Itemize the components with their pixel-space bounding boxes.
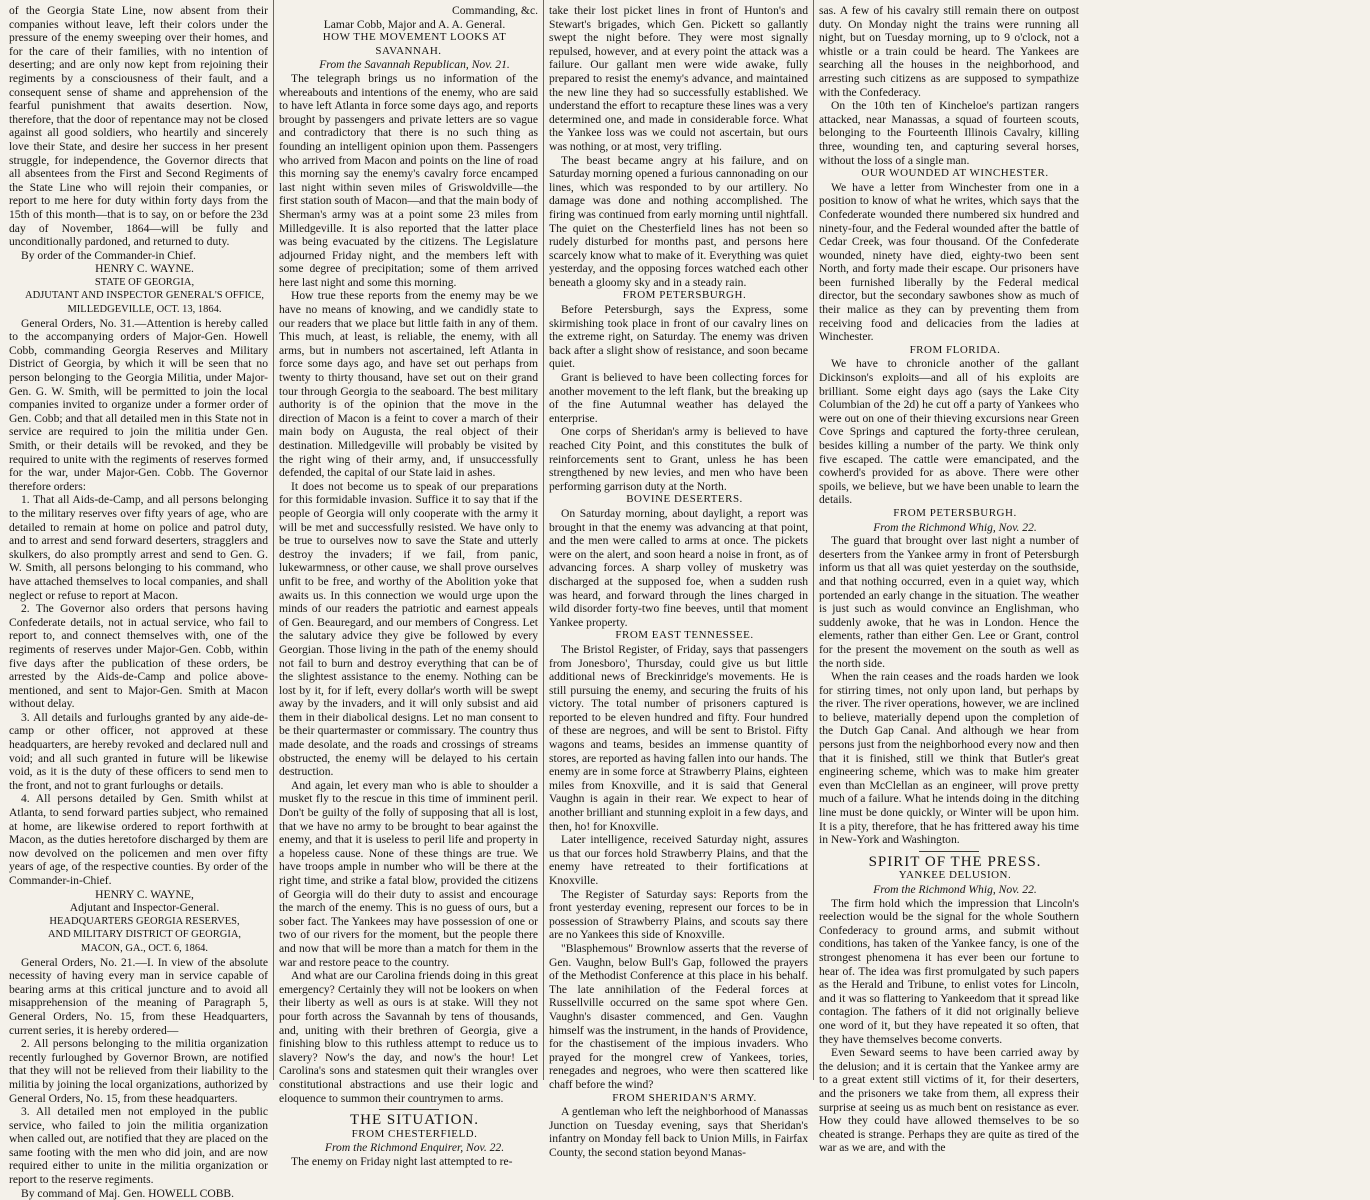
- article-source: From the Richmond Enquirer, Nov. 22.: [324, 1141, 505, 1155]
- paragraph: And what are our Carolina friends doing in this great emergency? Certainly they will not be lookers on when their liberty as well as ours is at stake. Will they not pour forth across the Savannah by tens of thousands, and, uniting with their brethren of Georgia, give a finishing blow to this ruthless attempt to reduce us to slavery? Now's the day, and now's the hour! Let Carolina's sons and statesmen quit their wrangles over constitutional abstractions and use their logic and eloquence to summon their countrymen to arms.: [279, 969, 538, 1105]
- article-heading: FROM FLORIDA.: [909, 343, 1001, 356]
- paragraph: 2. The Governor also orders that persons having Confederate details, not in actual service, who fail to report to, and connect themselves with, one of the regiments of reserves under Major-Gen. Cobb, within five days after the publication of these orders, be arrested by the Aids-de-Camp and police above-mentioned, and sent to Major-Gen. Smith at Macon without delay.: [9, 602, 268, 711]
- article-heading: YANKEE DELUSION.: [898, 869, 1012, 882]
- order-heading: AND MILITARY DISTRICT OF GEORGIA,: [47, 929, 242, 941]
- paragraph: We have a letter from Winchester from one in a position to know of what he writes, which says that the Confederate wounded there numbered six hundred and ninety-four, and the Federal wounded after the battle of Cedar Creek, was four thousand. Of the Confederate wounded, ninety have died, eighty-two been sent North, and forty made their escape. Our prisoners have been furnished liberally by the Federal medical director, but the secondary sawbones show as much of their malice as they can by preventing them from receiving food and delicacies from the ladies at Winchester.: [819, 180, 1079, 344]
- article-source: From the Savannah Republican, Nov. 21.: [319, 58, 510, 72]
- paragraph: 4. All persons detailed by Gen. Smith whilst at Atlanta, to send forward parties subject, who remained at home, are likewise ordered to report forthwith at Macon, as the duties heretofore discharged by them are now devolved on the policemen and men over fifty years of age, of the respective counties. By order of the Commander-in-Chief.: [9, 792, 268, 887]
- column-4: [814, 0, 1084, 1155]
- paragraph: The Bristol Register, of Friday, says that passengers from Jonesboro', Thursday, could give us but little additional news of Breckinridge's movements. He is still pursuing the enemy, and securing the fruits of his victory. The total number of prisoners captured is reported to be eleven hundred and fifty. Four hundred of these are negroes, and will be sent to Bristol. Fifty wagons and teams, besides an immense quantity of stores, are reported as having fallen into our hands. The enemy are in some force at Strawberry Plains, eighteen miles from Knoxville, and it is said that General Vaughn is again in their rear. We expect to hear of another brilliant and stunning exploit in a few days, and then, ho! for Knoxville.: [549, 642, 808, 833]
- order-heading: MACON, GA., OCT. 6, 1864.: [81, 942, 208, 954]
- order-heading: STATE OF GEORGIA,: [94, 276, 195, 288]
- article-heading: FROM EAST TENNESSEE.: [615, 629, 754, 642]
- section-heading: THE SITUATION.: [350, 1112, 479, 1129]
- paragraph: It does not become us to speak of our preparations for this formidable invasion. Suffice it to say that if the people of Georgia will only cooperate with the army it will be met and successfully resisted. We have only to be true to ourselves now to save the State and utterly destroy the invaders; if we fail, from panic, lukewarmness, or other cause, we shall prove ourselves unfit to be free, and worthy of the Abolition yoke that awaits us. In this connection we would urge upon the minds of our readers the patriotic and earnest appeals of Gen. Beauregard, and our members of Congress. Let the salutary advice they give be followed by every Georgian. Those living in the path of the enemy should not fail to burn and destroy everything that can be of the slightest assistance to the enemy. Nothing can be lost by it, for if left, every dollar's worth will be swept away by the invaders, and it will only subsist and aid them in their diabolical designs. Let no man consent to be their quartermaster or commissary. The country thus made desolate, and the roads and crossings of streams obstructed, the enemy will be delayed to his certain destruction.: [279, 479, 538, 779]
- paragraph: A gentleman who left the neighborhood of Manassas Junction on Tuesday evening, says that Sheridan's infantry on Monday fell back to Union Mills, in Fairfax County, the second station beyond Manas-: [549, 1105, 808, 1159]
- paragraph: Even Seward seems to have been carried away by the delusion; and it is certain that the Yankee army are to a great extent still victims of it, for their deserters, and the prisoners we take from them, all express their surprise at seeing us as much bent on resistance as ever. How they could have allowed themselves to be so cheated is strange. Perhaps they are quite as tired of the war as we are, and with the: [819, 1046, 1079, 1155]
- paragraph: On Saturday morning, about daylight, a report was brought in that the enemy was advancing at that point, and the men were called to arms at once. The pickets were on the alert, and soon heard a noise in front, as of advancing forces. A sharp volley of musketry was discharged at the supposed foe, when a sudden rush was heard, and forward through the lines charged in wild disorder forty-two fine beeves, until that moment Yankee property.: [549, 506, 808, 629]
- column-1: [4, 0, 274, 1200]
- order-heading: HEADQUARTERS GEORGIA RESERVES,: [49, 915, 240, 927]
- article-heading: BOVINE DESERTERS.: [626, 493, 743, 506]
- paragraph: take their lost picket lines in front of Hunton's and Stewart's brigades, which Gen. Pickett so gallantly swept the night before. They were most signally repulsed, however, and at every point the attack was a failure. Our gallant men were wide awake, fully prepared to resist the enemy's advance, and maintained the new line they had so successfully established. We understand the effort to recapture these lines was a very determined one, and made in considerable force. What the Yankee loss was we could not ascertain, but ours was nothing, or at most, very trifling.: [549, 4, 808, 153]
- signature: HENRY C. WAYNE.: [95, 262, 194, 276]
- paragraph: 1. That all Aids-de-Camp, and all persons belonging to the military reserves over fifty years of age, who are detailed to remain at home on police and patrol duty, and to arrest and send forward deserters, stragglers and skulkers, do also promptly arrest and send to Gen. G. W. Smith, all persons belonging to his command, who have attached themselves to local companies, and shall neglect or refuse to report at Macon.: [9, 493, 268, 602]
- article-heading: HOW THE MOVEMENT LOOKS AT SAVANNAH.: [322, 31, 507, 57]
- column-2: [274, 0, 544, 1168]
- paragraph: Before Petersburgh, says the Express, some skirmishing took place in front of our cavalry lines on the extreme right, on Saturday. The enemy was driven back after a slight show of resistance, and soon became quiet.: [549, 303, 808, 371]
- paragraph: We have to chronicle another of the gallant Dickinson's exploits—and all of his exploits are brilliant. Some eight days ago (says the Lake City Columbian of the 2d) he cut off a party of Yankees who were out on one of their thieving excursions near Green Cove Springs and captured the forty-three cerulean, besides killing a number of the party. We think only five escaped. The cattle were emancipated, and the cowherd's provided for as above. There were other spoils, we believe, but we have been unable to learn the details.: [819, 357, 1079, 507]
- article-heading: FROM SHERIDAN'S ARMY.: [612, 1091, 757, 1104]
- paragraph: General Orders, No. 31.—Attention is hereby called to the accompanying orders of Major-Gen. Howell Cobb, commanding Georgia Reserves and Military District of Georgia, by which it will be seen that no person belonging to the Georgia Militia, under Major-Gen. G. W. Smith, will be permitted to join the local companies invited to organize under a former order of Gen. Cobb; and that all detailed men in this State not in service are required to join the militia under Gen. Smith, or their details will be revoked, and they be required to unite with the regiments of reserves formed for the war, under Major-Gen. Cobb. The Governor therefore orders:: [9, 316, 268, 493]
- signature-title: Adjutant and Inspector-General.: [69, 901, 220, 915]
- signature: Lamar Cobb, Major and A. A. General.: [323, 17, 506, 31]
- paragraph: By command of Maj. Gen. HOWELL COBB.: [21, 1186, 235, 1200]
- paragraph: The telegraph brings us no information of the whereabouts and intentions of the enemy, who are said to have left Atlanta in force some days ago, and reports brought by passengers and private letters are so vague and contradictory that there is no such thing as founding an intelligent opinion upon them. Passengers who arrived from Macon and points on the line of road this morning say the enemy's cavalry force encamped last night within seven miles of Griswoldville—the first station south of Macon—and that the main body of Sherman's army was at a point some 23 miles from Milledgeville. It is also reported that the latter place was being evacuated by the citizens. The Legislature adjourned Friday night, and the members left with some degree of precipitation; some of them arrived here last night and some this morning.: [279, 71, 538, 289]
- paragraph: The guard that brought over last night a number of deserters from the Yankee army in front of Petersburgh inform us that all was quiet yesterday on the southside, and that nothing occurred, even in a quiet way, which portended an early change in the situation. The weather is just such as would convince an Englishman, who suddenly awoke, that he was in London. Hence the elements, rather than either Gen. Lee or Grant, control for the present the movement on the south as well as the north side.: [819, 534, 1079, 670]
- order-heading: ADJUTANT AND INSPECTOR GENERAL'S OFFICE,: [25, 290, 264, 302]
- paragraph: sas. A few of his cavalry still remain there on outpost duty. On Monday night the trains were running all night, but on Tuesday morning, up to 9 o'clock, not a whistle or a train could be heard. The Yankees are searching all the houses in the neighborhood, and arresting such citizens as are supposed to sympathize with the Confederacy.: [819, 4, 1079, 99]
- paragraph: 3. All details and furloughs granted by any aide-de-camp or other officer, not approved at these headquarters, are hereby revoked and declared null and void; and all such granted in future will be likewise void, as it is the duty of these officers to send men to the front, and not to grant furloughs or details.: [9, 710, 268, 792]
- article-source: From the Richmond Whig, Nov. 22.: [873, 520, 1037, 534]
- paragraph: By order of the Commander-in Chief.: [21, 248, 196, 262]
- article-heading: FROM CHESTERFIELD.: [351, 1127, 478, 1140]
- article-heading: OUR WOUNDED AT WINCHESTER.: [861, 167, 1049, 180]
- paragraph: "Blasphemous" Brownlow asserts that the reverse of Gen. Vaughn, below Bull's Gap, followed the prayers of the Methodist Conference at this place in his behalf. The late annihilation of the Federal forces at Russellville occurred on the same spot where Gen. Vaughn's disaster commenced, and Gen. Vaughn himself was the instrument, in the hands of Providence, for the chastisement of the impious invaders. Who prayed for the mongrel crew of Yankees, tories, renegades and negroes, who were then scattered like chaff before the wind?: [549, 941, 808, 1091]
- paragraph: 2. All persons belonging to the militia organization recently furloughed by Governor Brown, are notified that they will not be relieved from their liability to the militia by joining the local organizations, authorized by General Orders, No. 15, from these headquarters.: [9, 1037, 268, 1105]
- article-heading: FROM PETERSBURGH.: [893, 506, 1017, 519]
- section-heading: SPIRIT OF THE PRESS.: [868, 853, 1042, 870]
- article-source: From the Richmond Whig, Nov. 22.: [873, 883, 1037, 896]
- order-heading: MILLEDGEVILLE, OCT. 13, 1864.: [67, 304, 222, 316]
- paragraph: And again, let every man who is able to shoulder a musket fly to the rescue in this time of imminent peril. Don't be guilty of the folly of supposing that all is lost, that we have no army to be brought to bear against the enemy, and that it is useless to peril life and property in a hopeless cause. None of these things are true. We have troops ample in number who will be there at the right time, and strike a fatal blow, provided the citizens of Georgia will do their duty to assist and encourage the march of the enemy. This is no guess of ours, but a sober fact. The Yankees may have possession of one or two of our rivers for the moment, but the people there and now that will be more than a match for them in the war and restore peace to the country.: [279, 778, 538, 969]
- signature: HENRY C. WAYNE,: [95, 887, 194, 901]
- paragraph: One corps of Sheridan's army is believed to have reached City Point, and this constitutes the bulk of reinforcements sent to Grant, unless he has been strengthened by new levies, and men who have been performing garrison duty at the North.: [549, 425, 808, 493]
- paragraph: The Register of Saturday says: Reports from the front yesterday evening, represent our forces to be in possession of Strawberry Plains, and scouts say there are no Yankees this side of Knoxville.: [549, 887, 808, 942]
- column-3: [544, 0, 814, 1159]
- paragraph: 3. All detailed men not employed in the public service, who failed to join the militia organization when called out, are notified that they are placed on the same footing with the men who did join, and are now required either to unite in the militia organization or report to the reserve regiments.: [9, 1105, 268, 1187]
- signature-title: Commanding, &c.: [452, 4, 538, 17]
- paragraph: The enemy on Friday night last attempted to re-: [291, 1154, 513, 1168]
- paragraph: On the 10th ten of Kincheloe's partizan rangers attacked, near Manassas, a squad of fourteen scouts, belonging to the Fourteenth Illinois Cavalry, killing three, wounding ten, and capturing several horses, without the loss of a single man.: [819, 99, 1079, 167]
- divider: [379, 1109, 439, 1110]
- paragraph: Grant is believed to have been collecting forces for another movement to the left flank, but the breaking up of the fine Autumnal weather has delayed the enterprise.: [549, 371, 808, 425]
- divider: [919, 851, 979, 852]
- paragraph: The firm hold which the impression that Lincoln's reelection would be the signal for the whole Southern Confederacy to ground arms, and submit without conditions, has taken of the Yankee fancy, is one of the strongest phenomena it has ever been our fortune to hear of. The idea was first promulgated by such papers as the Herald and Tribune, to enlist votes for Lincoln, and it was so flattering to Yankeedom that it spread like contagion. The fathers of it did not originally believe one word of it, but they have repeated it so often, that they have themselves become converts.: [819, 896, 1079, 1046]
- paragraph: of the Georgia State Line, now absent from their companies without leave, left their colors under the pressure of the enemy sweeping over their homes, and for the care of their families, with no intention of deserting; and are only now kept from rejoining their regiments by a consciousness of their fault, and a consequent sense of shame and apprehension of the fearful punishment that awaits desertion. Now, therefore, that the door of repentance may not be closed against all good soldiers, who heartily and sincerely love their State, and desire her success in her present struggle, for independence, the Governor directs that all absentees from the First and Second Regiments of the State Line who will rejoin their companies, or report to me here for duty within forty days from the 15th of this month—that is to say, on or before the 23d day of November, 1864—will be fully and unconditionally pardoned, and returned to duty.: [9, 4, 268, 249]
- article-heading: FROM PETERSBURGH.: [622, 289, 747, 302]
- paragraph: Later intelligence, received Saturday night, assures us that our forces hold Strawberry Plains, and that the enemy have retreated to their fortifications at Knoxville.: [549, 833, 808, 887]
- paragraph: When the rain ceases and the roads harden we look for stirring times, not only upon land, but perhaps by the river. The river operations, however, we are inclined to believe, materially depend upon the completion of the Dutch Gap Canal. And although we hear from persons just from the neighborhood every now and then that it is finished, still we think that Butler's great engineering scheme, which was to make him greater even than McClellan as an engineer, will prove pretty much of a failure. What he intends doing in the ditching line must be done quickly, or Winter will be upon him. It is a pity, therefore, that he has frittered away his time in New-York and Washington.: [819, 670, 1079, 847]
- paragraph: How true these reports from the enemy may be we have no means of knowing, and we candidly state to our readers that we place but little faith in any of them. This much, at least, is reliable, the enemy, with all arms, but in numbers not ascertained, left Atlanta in force some days ago, and have set out perhaps from twenty to thirty thousand, have set out on their grand tour through Georgia to the seaboard. The best military authority is of the opinion that the move in the direction of Macon is a feint to cover a march of their main body on Augusta, the real object of their destination. Milledgeville will probably be visited by the right wing of their army, and, if unsuccessfully defended, the capital of our State laid in ashes.: [279, 289, 538, 480]
- paragraph: The beast became angry at his failure, and on Saturday morning opened a furious cannonading on our lines, which was responded to by our artillery. No damage was done and nothing accomplished. The firing was continued from early morning until nightfall. The quiet on the Chesterfield lines has not been so rudely disturbed for months past, and persons here scarcely know what to make of it. Everything was quiet yesterday, and the opposing forces watched each other beneath a gloomy sky and in a steady rain.: [549, 153, 808, 289]
- paragraph: General Orders, No. 21.—I. In view of the absolute necessity of having every man in service capable of bearing arms at this critical juncture and to avoid all misapprehension of the meaning of Paragraph 5, General Orders, No. 15, from these Headquarters, current series, it is hereby ordered—: [9, 955, 268, 1037]
